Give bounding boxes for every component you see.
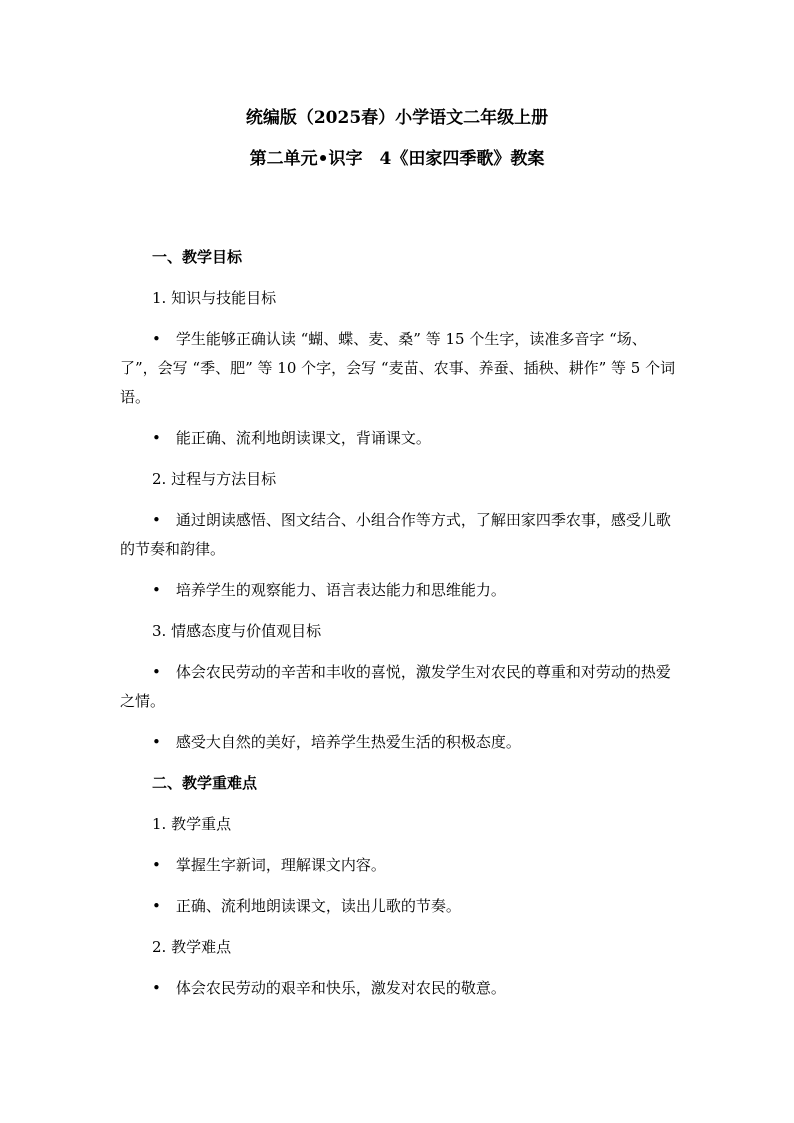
bullet-paragraph: • 培养学生的观察能力、语言表达能力和思维能力。 — [152, 581, 506, 599]
document-title: 统编版（2025春）小学语文二年级上册 — [245, 108, 549, 128]
subheading-process-methods: 2. 过程与方法目标 — [152, 470, 277, 488]
subheading-teaching-focus: 1. 教学重点 — [152, 815, 232, 833]
section-heading-key-points: 二、教学重难点 — [152, 774, 258, 792]
document-body — [120, 243, 680, 1015]
bullet-paragraph: • 掌握生字新词，理解课文内容。 — [152, 856, 386, 874]
bullet-paragraph: • 感受大自然的美好，培养学生热爱生活的积极态度。 — [152, 733, 521, 751]
bullet-paragraph: • 体会农民劳动的艰辛和快乐，激发对农民的敬意。 — [152, 979, 506, 997]
subheading-emotion-values: 3. 情感态度与价值观目标 — [152, 622, 322, 640]
bullet-paragraph: • 体会农民劳动的辛苦和丰收的喜悦，激发学生对农民的尊重和对劳动的热爱之情。 — [120, 663, 671, 710]
bullet-paragraph: • 正确、流利地朗读课文，读出儿歌的节奏。 — [152, 897, 461, 915]
bullet-paragraph: • 学生能够正确认读 “蝴、蝶、麦、桑” 等 15 个生字，读准多音字 “场、了”，会写 “季、肥” 等 10 个字，会写 “麦苗、农事、养蚕、插秧、耕作” 等 5 个词语。 — [120, 330, 676, 406]
subheading-knowledge-skills: 1. 知识与技能目标 — [152, 289, 277, 307]
document-subtitle: 第二单元•识字 4《田家四季歌》教案 — [249, 149, 545, 169]
bullet-paragraph: • 通过朗读感悟、图文结合、小组合作等方式，了解田家四季农事，感受儿歌的节奏和韵律。 — [120, 511, 671, 558]
section-heading-objectives: 一、教学目标 — [152, 248, 243, 266]
bullet-paragraph: • 能正确、流利地朗读课文，背诵课文。 — [152, 429, 431, 447]
subheading-teaching-difficulty: 2. 教学难点 — [152, 938, 232, 956]
